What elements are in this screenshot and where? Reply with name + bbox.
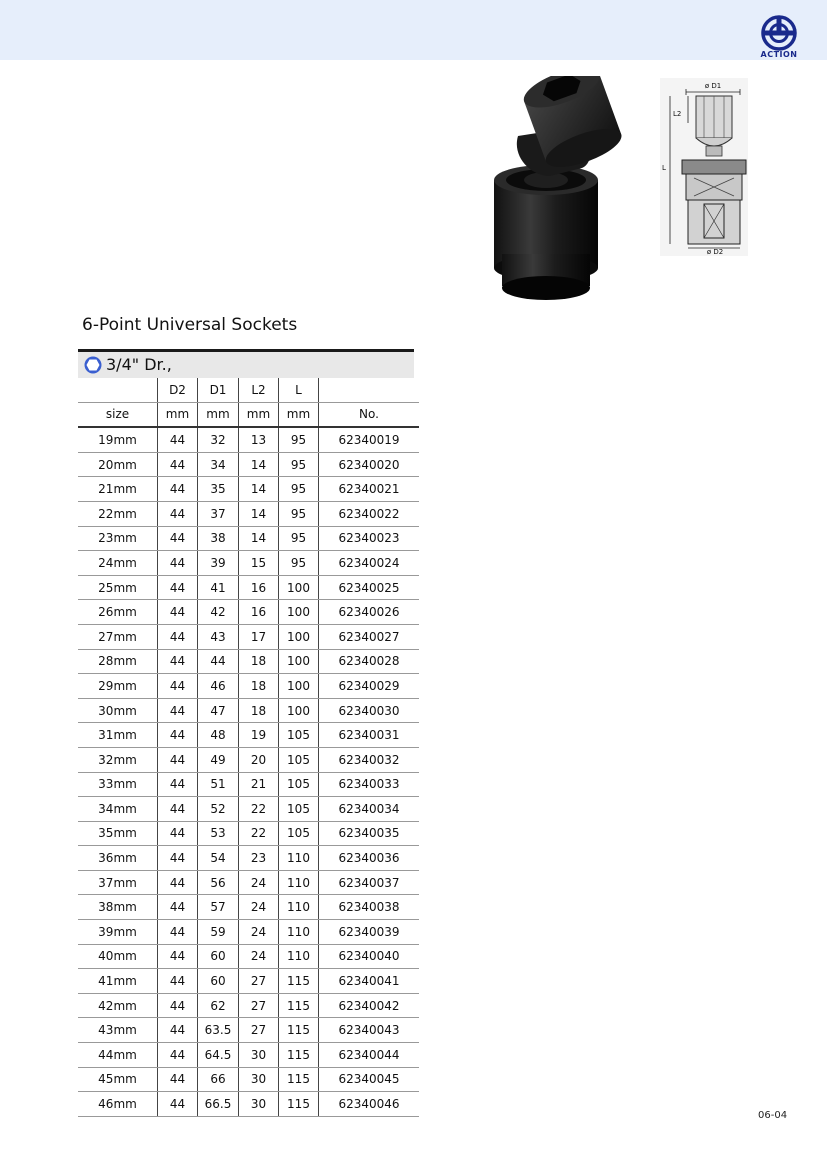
part-number-cell: 62340028	[319, 649, 420, 674]
size-cell: 19mm	[78, 427, 158, 452]
l-cell: 110	[279, 920, 319, 945]
l-cell: 95	[279, 427, 319, 452]
size-cell: 22mm	[78, 501, 158, 526]
l-cell: 110	[279, 846, 319, 871]
d1-cell: 51	[198, 772, 239, 797]
l2-cell: 18	[239, 649, 279, 674]
part-number-cell: 62340033	[319, 772, 420, 797]
table-row	[78, 600, 419, 625]
d1-cell: 60	[198, 944, 239, 969]
table-row	[78, 649, 419, 674]
l2-cell: 16	[239, 600, 279, 625]
d1-cell: 66.5	[198, 1092, 239, 1117]
l2-cell: 14	[239, 452, 279, 477]
l-cell: 115	[279, 969, 319, 994]
d2-cell: 44	[158, 624, 198, 649]
l-cell: 110	[279, 870, 319, 895]
table-row	[78, 698, 419, 723]
l2-cell: 24	[239, 895, 279, 920]
d1-cell: 47	[198, 698, 239, 723]
d1-cell: 35	[198, 477, 239, 502]
d2-cell: 44	[158, 895, 198, 920]
l-cell: 115	[279, 1043, 319, 1068]
d1-cell: 49	[198, 747, 239, 772]
table-row	[78, 477, 419, 502]
d1-cell: 34	[198, 452, 239, 477]
d2-cell: 44	[158, 747, 198, 772]
part-number-cell: 62340020	[319, 452, 420, 477]
header-cell	[319, 378, 420, 402]
part-number-cell: 62340032	[319, 747, 420, 772]
table-header-row	[78, 378, 419, 402]
size-cell: 40mm	[78, 944, 158, 969]
table-row	[78, 1092, 419, 1117]
d2-cell: 44	[158, 600, 198, 625]
l-cell: 105	[279, 723, 319, 748]
part-number-cell: 62340034	[319, 797, 420, 822]
l2-cell: 18	[239, 698, 279, 723]
part-number-cell: 62340044	[319, 1043, 420, 1068]
table-row	[78, 674, 419, 699]
part-number-cell: 62340038	[319, 895, 420, 920]
table-row	[78, 772, 419, 797]
l2-cell: 23	[239, 846, 279, 871]
l2-cell: 19	[239, 723, 279, 748]
part-number-cell: 62340029	[319, 674, 420, 699]
spec-table	[78, 378, 419, 1117]
size-cell: 36mm	[78, 846, 158, 871]
hexagon-icon	[84, 356, 102, 374]
d1-cell: 60	[198, 969, 239, 994]
d1-cell: 57	[198, 895, 239, 920]
table-header-row	[78, 402, 419, 427]
d1-cell: 54	[198, 846, 239, 871]
d2-cell: 44	[158, 821, 198, 846]
table-row	[78, 821, 419, 846]
d1-cell: 56	[198, 870, 239, 895]
table-row	[78, 1067, 419, 1092]
size-cell: 27mm	[78, 624, 158, 649]
l2-cell: 30	[239, 1067, 279, 1092]
header-cell	[78, 378, 158, 402]
size-cell: 25mm	[78, 575, 158, 600]
l-cell: 115	[279, 1067, 319, 1092]
d2-cell: 44	[158, 698, 198, 723]
table-row	[78, 846, 419, 871]
d2-cell: 44	[158, 526, 198, 551]
d2-cell: 44	[158, 1018, 198, 1043]
d1-cell: 38	[198, 526, 239, 551]
l-cell: 110	[279, 895, 319, 920]
header-cell-unit: mm	[279, 402, 319, 427]
d1-cell: 66	[198, 1067, 239, 1092]
table-row	[78, 575, 419, 600]
size-cell: 46mm	[78, 1092, 158, 1117]
table-row	[78, 624, 419, 649]
size-cell: 38mm	[78, 895, 158, 920]
l2-cell: 22	[239, 821, 279, 846]
d1-cell: 39	[198, 551, 239, 576]
d2-cell: 44	[158, 427, 198, 452]
l2-cell: 20	[239, 747, 279, 772]
diagram-label-l: L	[662, 164, 666, 172]
part-number-cell: 62340025	[319, 575, 420, 600]
l-cell: 100	[279, 649, 319, 674]
action-logo-icon	[756, 14, 802, 52]
l2-cell: 18	[239, 674, 279, 699]
l-cell: 100	[279, 600, 319, 625]
d2-cell: 44	[158, 797, 198, 822]
l2-cell: 14	[239, 477, 279, 502]
d1-cell: 53	[198, 821, 239, 846]
d2-cell: 44	[158, 477, 198, 502]
l2-cell: 14	[239, 526, 279, 551]
table-row	[78, 747, 419, 772]
part-number-cell: 62340042	[319, 993, 420, 1018]
part-number-cell: 62340036	[319, 846, 420, 871]
header-band	[0, 0, 827, 60]
drive-size-bar	[78, 349, 414, 378]
header-cell-unit: mm	[198, 402, 239, 427]
table-row	[78, 920, 419, 945]
size-cell: 43mm	[78, 1018, 158, 1043]
d1-cell: 63.5	[198, 1018, 239, 1043]
d2-cell: 44	[158, 575, 198, 600]
d2-cell: 44	[158, 846, 198, 871]
d1-cell: 44	[198, 649, 239, 674]
l-cell: 105	[279, 797, 319, 822]
size-cell: 33mm	[78, 772, 158, 797]
table-row	[78, 797, 419, 822]
part-number-cell: 62340041	[319, 969, 420, 994]
size-cell: 42mm	[78, 993, 158, 1018]
l2-cell: 15	[239, 551, 279, 576]
size-cell: 23mm	[78, 526, 158, 551]
header-cell-d2: D2	[158, 378, 198, 402]
socket-dimension-diagram	[660, 78, 748, 256]
part-number-cell: 62340045	[319, 1067, 420, 1092]
table-row	[78, 452, 419, 477]
d2-cell: 44	[158, 501, 198, 526]
diagram-label-d2: ø D2	[706, 248, 724, 256]
size-cell: 28mm	[78, 649, 158, 674]
l2-cell: 21	[239, 772, 279, 797]
size-cell: 31mm	[78, 723, 158, 748]
d2-cell: 44	[158, 1043, 198, 1068]
part-number-cell: 62340035	[319, 821, 420, 846]
l-cell: 100	[279, 624, 319, 649]
brand-name: ACTION	[760, 50, 798, 59]
l2-cell: 27	[239, 969, 279, 994]
l-cell: 95	[279, 526, 319, 551]
d2-cell: 44	[158, 723, 198, 748]
d2-cell: 44	[158, 1092, 198, 1117]
d1-cell: 37	[198, 501, 239, 526]
size-cell: 26mm	[78, 600, 158, 625]
part-number-cell: 62340022	[319, 501, 420, 526]
l2-cell: 22	[239, 797, 279, 822]
diagram-label-d1: ø D1	[704, 82, 722, 90]
d1-cell: 59	[198, 920, 239, 945]
part-number-cell: 62340046	[319, 1092, 420, 1117]
l-cell: 100	[279, 674, 319, 699]
table-row	[78, 969, 419, 994]
header-cell-number: No.	[319, 402, 420, 427]
l-cell: 95	[279, 501, 319, 526]
d2-cell: 44	[158, 551, 198, 576]
l-cell: 95	[279, 551, 319, 576]
l2-cell: 17	[239, 624, 279, 649]
table-row	[78, 427, 419, 452]
size-cell: 45mm	[78, 1067, 158, 1092]
size-cell: 37mm	[78, 870, 158, 895]
header-cell-l2: L2	[239, 378, 279, 402]
brand-logo	[756, 14, 802, 62]
d2-cell: 44	[158, 920, 198, 945]
d2-cell: 44	[158, 772, 198, 797]
d1-cell: 48	[198, 723, 239, 748]
l-cell: 95	[279, 477, 319, 502]
size-cell: 39mm	[78, 920, 158, 945]
l-cell: 100	[279, 698, 319, 723]
size-cell: 21mm	[78, 477, 158, 502]
d2-cell: 44	[158, 993, 198, 1018]
d2-cell: 44	[158, 1067, 198, 1092]
table-row	[78, 1043, 419, 1068]
size-cell: 44mm	[78, 1043, 158, 1068]
d2-cell: 44	[158, 452, 198, 477]
drive-size-label: 3/4" Dr.,	[106, 355, 172, 374]
d1-cell: 43	[198, 624, 239, 649]
part-number-cell: 62340024	[319, 551, 420, 576]
size-cell: 35mm	[78, 821, 158, 846]
l-cell: 100	[279, 575, 319, 600]
size-cell: 30mm	[78, 698, 158, 723]
table-row	[78, 870, 419, 895]
header-cell-l: L	[279, 378, 319, 402]
table-row	[78, 723, 419, 748]
d1-cell: 64.5	[198, 1043, 239, 1068]
d1-cell: 46	[198, 674, 239, 699]
d2-cell: 44	[158, 969, 198, 994]
part-number-cell: 62340031	[319, 723, 420, 748]
d1-cell: 41	[198, 575, 239, 600]
d2-cell: 44	[158, 944, 198, 969]
l2-cell: 13	[239, 427, 279, 452]
d1-cell: 62	[198, 993, 239, 1018]
l2-cell: 24	[239, 920, 279, 945]
l2-cell: 16	[239, 575, 279, 600]
l-cell: 115	[279, 993, 319, 1018]
l2-cell: 14	[239, 501, 279, 526]
table-row	[78, 501, 419, 526]
l2-cell: 30	[239, 1043, 279, 1068]
d2-cell: 44	[158, 870, 198, 895]
l-cell: 105	[279, 747, 319, 772]
l-cell: 110	[279, 944, 319, 969]
size-cell: 32mm	[78, 747, 158, 772]
part-number-cell: 62340026	[319, 600, 420, 625]
l-cell: 95	[279, 452, 319, 477]
part-number-cell: 62340037	[319, 870, 420, 895]
header-cell-unit: mm	[239, 402, 279, 427]
d1-cell: 52	[198, 797, 239, 822]
d2-cell: 44	[158, 674, 198, 699]
table-row	[78, 895, 419, 920]
size-cell: 24mm	[78, 551, 158, 576]
l-cell: 115	[279, 1092, 319, 1117]
part-number-cell: 62340030	[319, 698, 420, 723]
size-cell: 41mm	[78, 969, 158, 994]
size-cell: 34mm	[78, 797, 158, 822]
d1-cell: 32	[198, 427, 239, 452]
size-cell: 20mm	[78, 452, 158, 477]
table-row	[78, 944, 419, 969]
l2-cell: 30	[239, 1092, 279, 1117]
socket-photo	[490, 76, 635, 306]
part-number-cell: 62340039	[319, 920, 420, 945]
part-number-cell: 62340027	[319, 624, 420, 649]
header-cell-size: size	[78, 402, 158, 427]
l-cell: 105	[279, 772, 319, 797]
table-row	[78, 993, 419, 1018]
d1-cell: 42	[198, 600, 239, 625]
header-cell-unit: mm	[158, 402, 198, 427]
l2-cell: 24	[239, 944, 279, 969]
part-number-cell: 62340023	[319, 526, 420, 551]
size-cell: 29mm	[78, 674, 158, 699]
page-number: 06-04	[758, 1110, 788, 1121]
header-cell-d1: D1	[198, 378, 239, 402]
table-row	[78, 1018, 419, 1043]
l-cell: 115	[279, 1018, 319, 1043]
part-number-cell: 62340019	[319, 427, 420, 452]
part-number-cell: 62340040	[319, 944, 420, 969]
l2-cell: 27	[239, 993, 279, 1018]
page-title: 6-Point Universal Sockets	[82, 315, 298, 335]
part-number-cell: 62340021	[319, 477, 420, 502]
part-number-cell: 62340043	[319, 1018, 420, 1043]
d2-cell: 44	[158, 649, 198, 674]
table-row	[78, 526, 419, 551]
diagram-label-l2: L2	[673, 110, 682, 118]
l2-cell: 24	[239, 870, 279, 895]
l2-cell: 27	[239, 1018, 279, 1043]
l-cell: 105	[279, 821, 319, 846]
table-row	[78, 551, 419, 576]
